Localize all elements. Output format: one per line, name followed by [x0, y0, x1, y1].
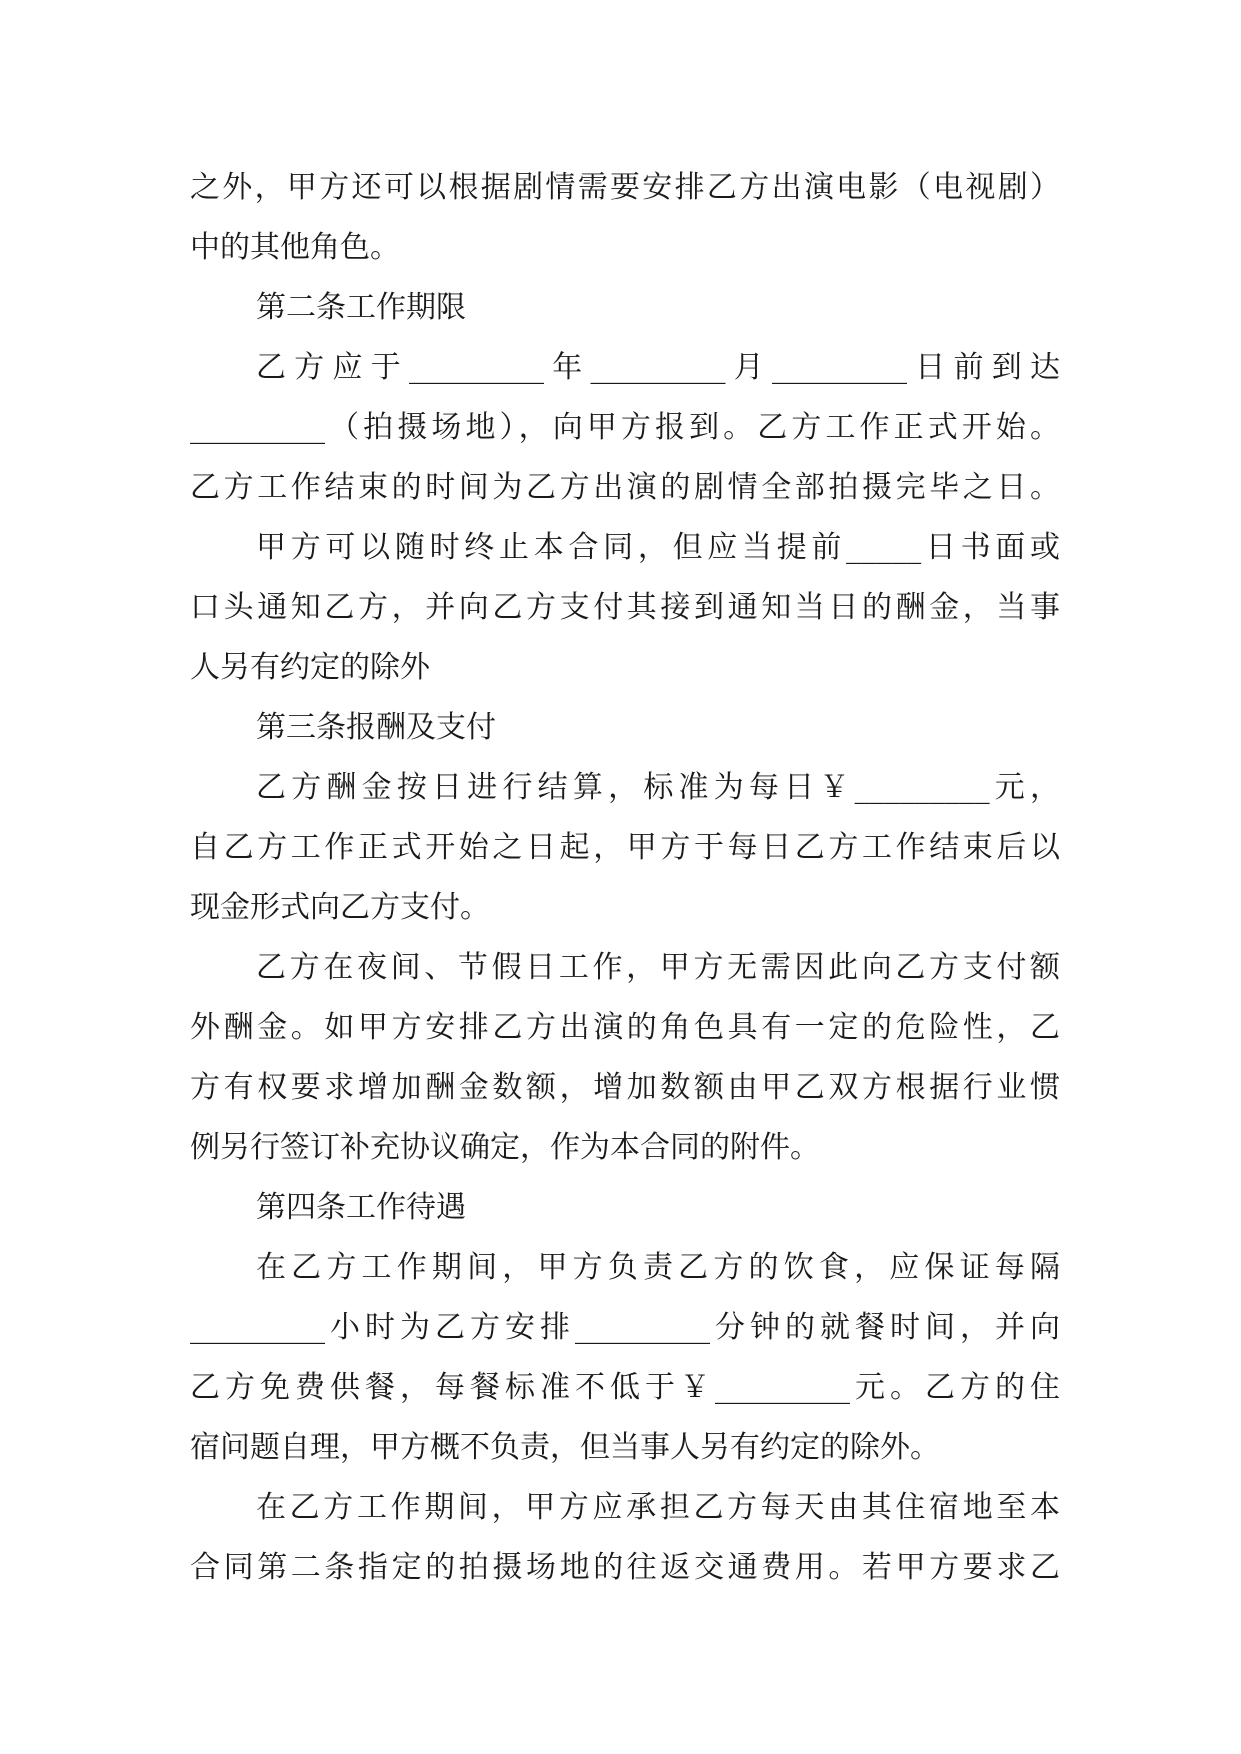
text-line: 乙方在夜间、节假日工作，甲方无需因此向乙方支付额 [256, 950, 1060, 985]
text-line: 在乙方工作期间，甲方负责乙方的饮食，应保证每隔 [256, 1250, 1060, 1285]
text-line: 之外，甲方还可以根据剧情需要安排乙方出演电影（电视剧） [190, 170, 1060, 205]
text-line: 甲方可以随时终止本合同，但应当提前_____日书面或 [256, 530, 1060, 565]
section-heading: 第四条工作待遇 [256, 1190, 466, 1225]
text-line: 乙方免费供餐，每餐标准不低于￥_________元。乙方的住 [190, 1370, 1060, 1405]
text-line: 现金形式向乙方支付。 [190, 890, 490, 925]
text-line: 人另有约定的除外 [190, 650, 430, 685]
section-heading: 第三条报酬及支付 [256, 710, 496, 745]
text-line: _________小时为乙方安排_________分钟的就餐时间，并向 [190, 1310, 1060, 1345]
text-line: 乙方应于_________年_________月_________日前到达 [256, 350, 1060, 385]
text-line: 口头通知乙方，并向乙方支付其接到通知当日的酬金，当事 [190, 590, 1060, 625]
section-heading: 第二条工作期限 [256, 290, 466, 325]
text-line: 乙方酬金按日进行结算，标准为每日￥_________元， [256, 770, 1060, 805]
text-line: 外酬金。如甲方安排乙方出演的角色具有一定的危险性，乙 [190, 1010, 1060, 1045]
text-line: 在乙方工作期间，甲方应承担乙方每天由其住宿地至本 [256, 1490, 1060, 1525]
text-line: 中的其他角色。 [190, 230, 400, 265]
text-line: 自乙方工作正式开始之日起，甲方于每日乙方工作结束后以 [190, 830, 1060, 865]
text-line: 方有权要求增加酬金数额，增加数额由甲乙双方根据行业惯 [190, 1070, 1060, 1105]
text-line: 例另行签订补充协议确定，作为本合同的附件。 [190, 1130, 820, 1165]
contract-body [190, 158, 1060, 1598]
text-line: _________（拍摄场地），向甲方报到。乙方工作正式开始。 [190, 410, 1060, 445]
text-line: 乙方工作结束的时间为乙方出演的剧情全部拍摄完毕之日。 [190, 470, 1060, 505]
text-line: 合同第二条指定的拍摄场地的往返交通费用。若甲方要求乙 [190, 1550, 1060, 1585]
text-line: 宿问题自理，甲方概不负责，但当事人另有约定的除外。 [190, 1430, 940, 1465]
